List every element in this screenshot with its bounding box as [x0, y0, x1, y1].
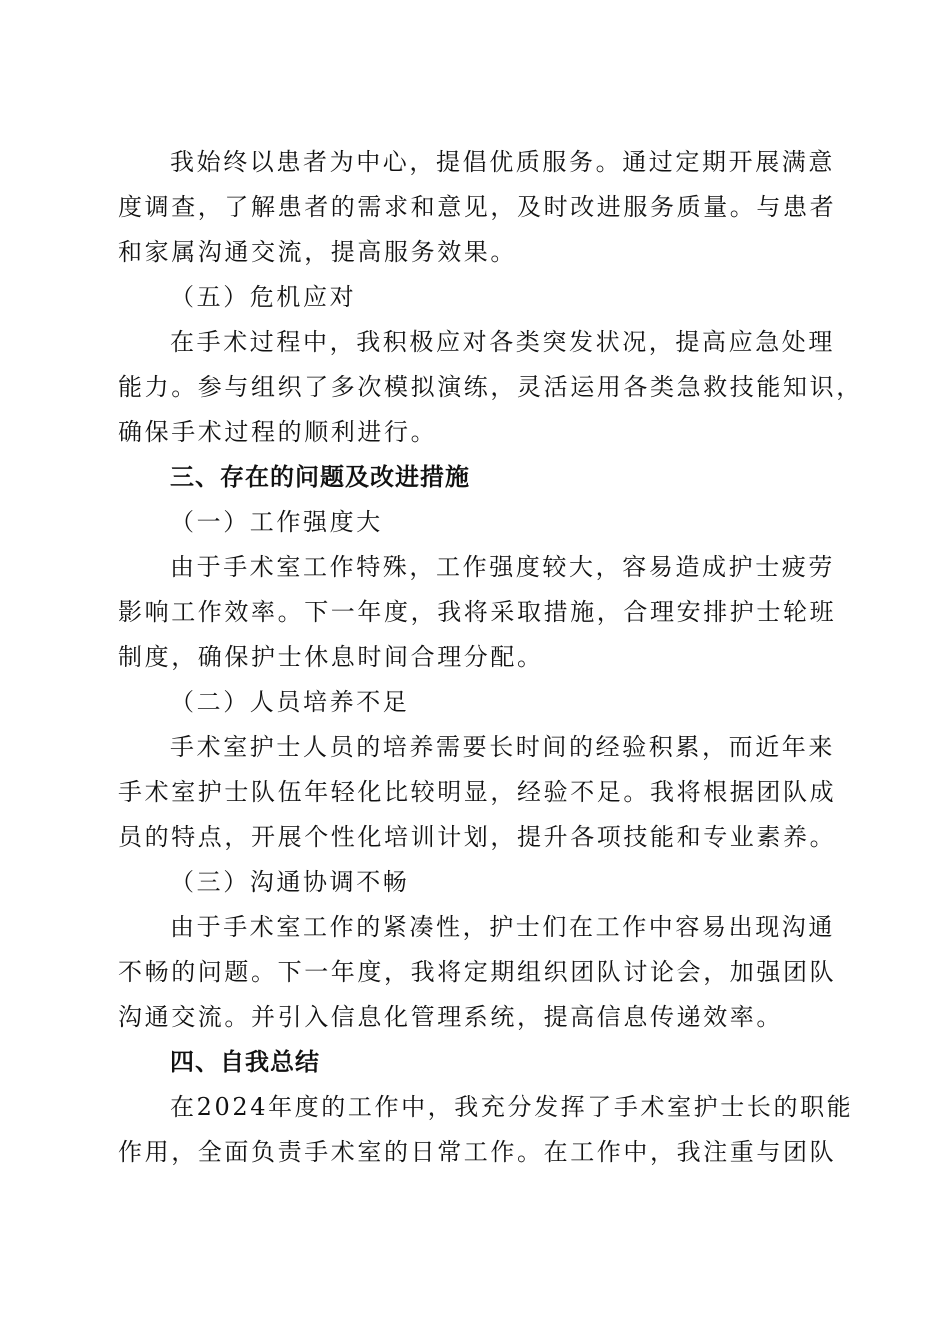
section-heading: 四、自我总结: [170, 1048, 320, 1076]
section-heading: 三、存在的问题及改进措施: [170, 463, 470, 491]
paragraph-line: 手术室护士队伍年轻化比较明显，经验不足。我将根据团队成: [118, 778, 837, 806]
paragraph-line: 影响工作效率。下一年度，我将采取措施，合理安排护士轮班: [118, 598, 837, 626]
paragraph-line: 和家属沟通交流，提高服务效果。: [118, 238, 517, 266]
paragraph-line: 沟通交流。并引入信息化管理系统，提高信息传递效率。: [118, 1003, 783, 1031]
paragraph-line: 作用，全面负责手术室的日常工作。在工作中，我注重与团队: [118, 1138, 837, 1166]
paragraph-line: 员的特点，开展个性化培训计划，提升各项技能和专业素养。: [118, 823, 837, 851]
paragraph-line: 在手术过程中，我积极应对各类突发状况，提高应急处理: [170, 328, 835, 356]
subsection-heading: （三）沟通协调不畅: [170, 868, 410, 896]
paragraph-line: 能力。参与组织了多次模拟演练，灵活运用各类急救技能知识，: [118, 373, 863, 401]
paragraph-line: 由于手术室工作的紧凑性，护士们在工作中容易出现沟通: [170, 913, 835, 941]
subsection-heading: （五）危机应对: [170, 283, 357, 311]
subsection-heading: （一）工作强度大: [170, 508, 383, 536]
subsection-heading: （二）人员培养不足: [170, 688, 410, 716]
paragraph-line: 由于手术室工作特殊，工作强度较大，容易造成护士疲劳: [170, 553, 835, 581]
paragraph-line: 在2024年度的工作中，我充分发挥了手术室护士长的职能: [170, 1093, 854, 1121]
paragraph-line: 不畅的问题。下一年度，我将定期组织团队讨论会，加强团队: [118, 958, 837, 986]
paragraph-line: 制度，确保护士休息时间合理分配。: [118, 643, 544, 671]
paragraph-line: 度调查，了解患者的需求和意见，及时改进服务质量。与患者: [118, 193, 837, 221]
paragraph-line: 手术室护士人员的培养需要长时间的经验积累，而近年来: [170, 733, 835, 761]
paragraph-line: 我始终以患者为中心，提倡优质服务。通过定期开展满意: [170, 148, 835, 176]
paragraph-line: 确保手术过程的顺利进行。: [118, 418, 438, 446]
